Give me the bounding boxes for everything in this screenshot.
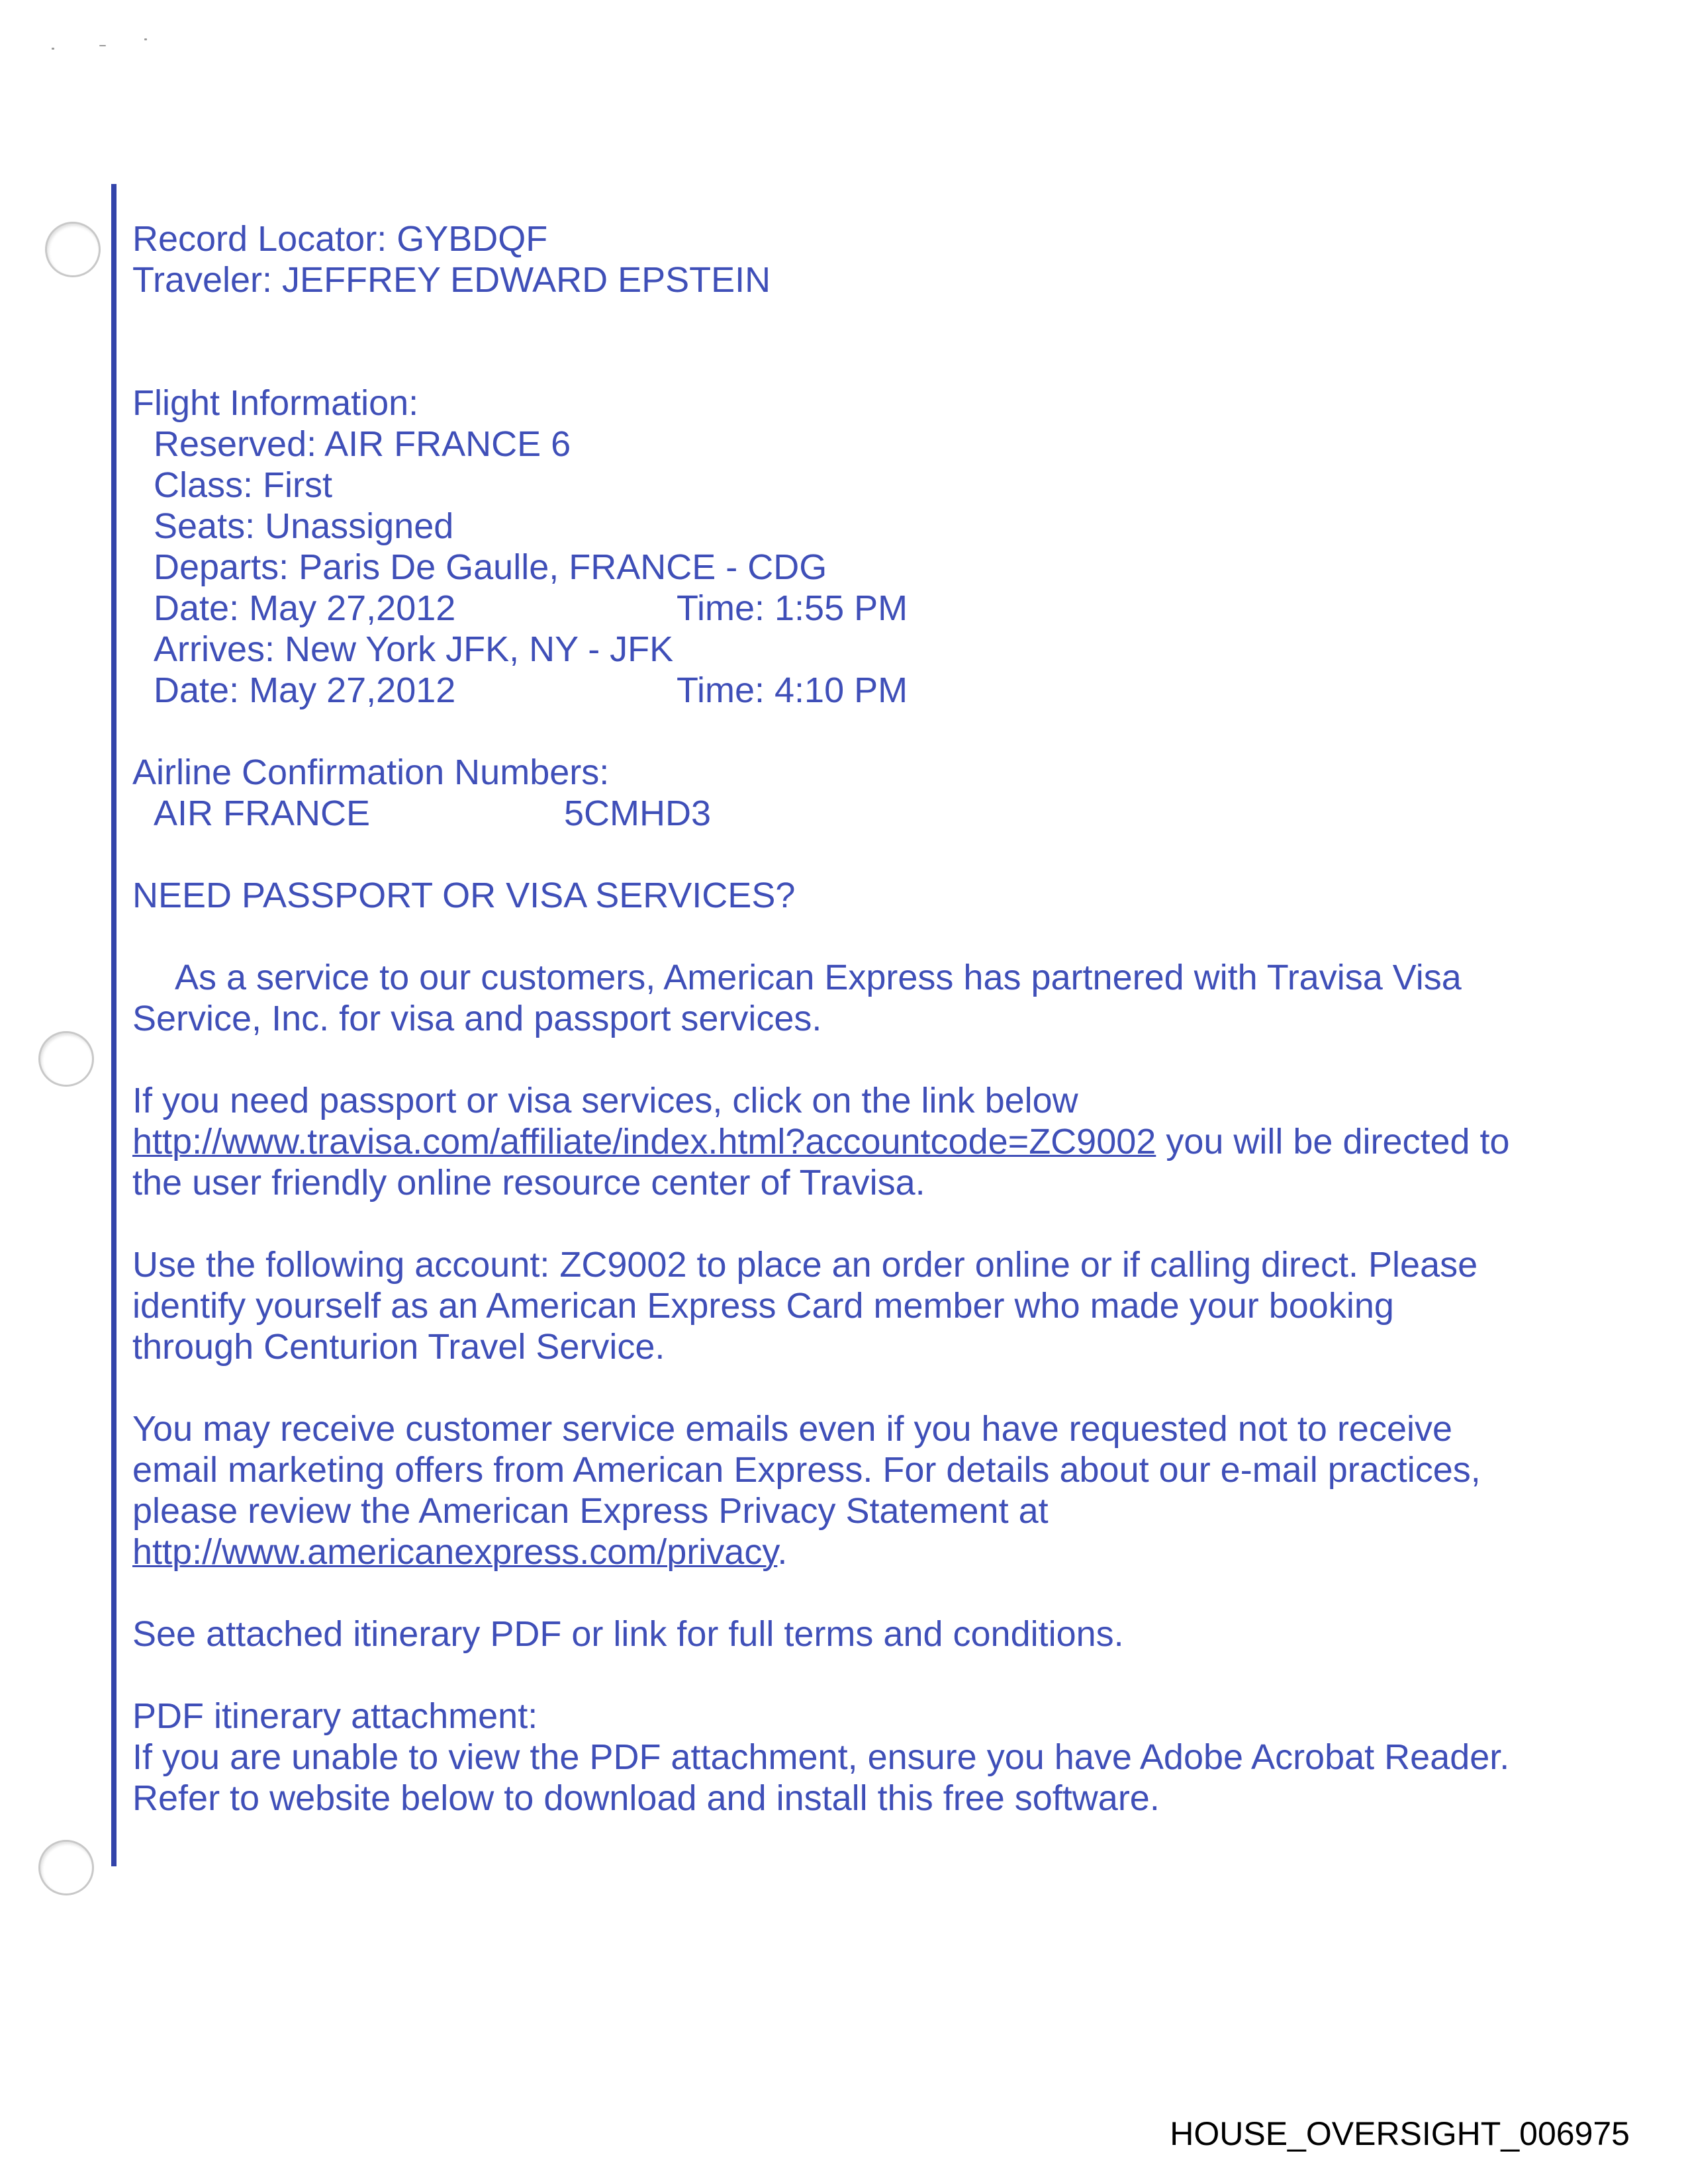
confirmation-row [132,793,1589,834]
flight-seats: Seats: Unassigned [154,506,454,546]
privacy-line3: please review the American Express Privacy Statement at [132,1491,1049,1531]
visa-link-line1: If you need passport or visa services, click on the link below [132,1081,1078,1120]
account-line3: through Centurion Travel Service. [132,1327,665,1367]
itinerary-content [132,218,1589,1819]
margin-rule [111,184,117,1866]
privacy-line1: You may receive customer service emails even if you have requested not to receive [132,1409,1453,1449]
arrive-date: Date: May 27,2012 [154,670,456,710]
record-locator: Record Locator: GYBDQF [132,219,548,259]
depart-date: Date: May 27,2012 [154,588,456,628]
punch-hole-middle [38,1031,94,1087]
visa-intro-line1: As a service to our customers, American Express has partnered with Travisa Visa [175,958,1462,997]
spacer [132,1572,1589,1614]
arrive-date-time-row [132,670,1589,711]
privacy-link-suffix: . [777,1532,788,1572]
visa-link-line3: the user friendly online resource center of Travisa. [132,1163,925,1203]
spacer [132,1367,1589,1408]
spacer [132,1039,1589,1080]
confirmation-heading: Airline Confirmation Numbers: [132,752,610,792]
account-line1: Use the following account: ZC9002 to place an order online or if calling direct. Please [132,1245,1478,1285]
scan-speck [99,45,106,46]
flight-reserved: Reserved: AIR FRANCE 6 [154,424,571,464]
spacer [132,300,1589,383]
travisa-link[interactable]: http://www.travisa.com/affiliate/index.html?accountcode=ZC9002 [132,1122,1156,1161]
bates-number: HOUSE_OVERSIGHT_006975 [1170,2115,1630,2152]
confirmation-number: 5CMHD3 [564,794,712,833]
scan-speck [144,38,147,40]
depart-time: Time: 1:55 PM [677,588,908,628]
pdf-line2: Refer to website below to download and install this free software. [132,1778,1160,1818]
visa-intro-line2: Service, Inc. for visa and passport services. [132,999,822,1038]
account-line2: identify yourself as an American Express Card member who made your booking [132,1286,1394,1326]
flight-class: Class: First [154,465,332,505]
visa-services-heading: NEED PASSPORT OR VISA SERVICES? [132,876,796,915]
confirmation-airline: AIR FRANCE [154,794,371,833]
arrive-time: Time: 4:10 PM [677,670,908,710]
spacer [132,1655,1589,1696]
pdf-line1: If you are unable to view the PDF attachment, ensure you have Adobe Acrobat Reader. [132,1737,1510,1777]
spacer [132,916,1589,957]
privacy-link-line [132,1531,1589,1572]
spacer [132,1203,1589,1244]
flight-departs: Departs: Paris De Gaulle, FRANCE - CDG [154,547,827,587]
spacer [132,834,1589,875]
scan-speck [52,48,54,50]
privacy-line2: email marketing offers from American Express. For details about our e-mail practices, [132,1450,1481,1490]
privacy-link[interactable]: http://www.americanexpress.com/privacy [132,1532,778,1572]
flight-info-heading: Flight Information: [132,383,419,423]
spacer [132,711,1589,752]
terms-line: See attached itinerary PDF or link for full terms and conditions. [132,1614,1124,1654]
depart-date-time-row [132,588,1589,629]
traveler-name: Traveler: JEFFREY EDWARD EPSTEIN [132,260,771,300]
pdf-heading: PDF itinerary attachment: [132,1696,538,1736]
punch-hole-bottom [38,1840,94,1895]
visa-link-line2 [132,1121,1589,1162]
flight-arrives: Arrives: New York JFK, NY - JFK [154,629,674,669]
punch-hole-top [45,222,101,277]
visa-link-after: you will be directed to [1156,1122,1510,1161]
